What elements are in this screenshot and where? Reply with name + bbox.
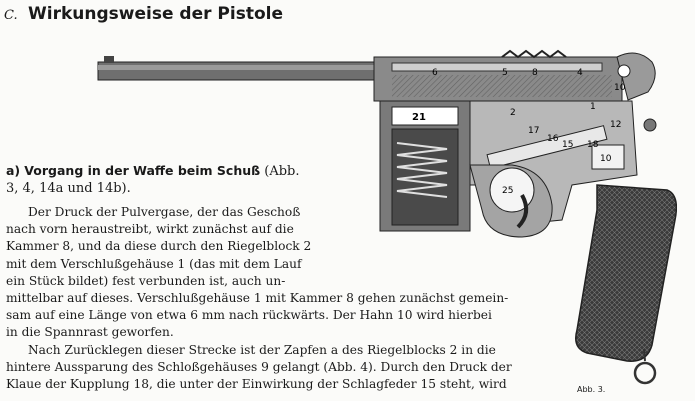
text-line: in die Spannrast geworfen. bbox=[6, 325, 174, 340]
text-line: nach vorn heraustreibt, wirkt zunächst auf die bbox=[6, 222, 294, 237]
part-label: 18 bbox=[587, 140, 599, 150]
subsection-title: Vorgang in der Waffe beim Schuß bbox=[24, 163, 261, 178]
part-label: 5 bbox=[502, 68, 508, 78]
text-line: sam auf eine Länge von etwa 6 mm nach rückwärts. Der Hahn 10 wird hierbei bbox=[6, 308, 492, 323]
subsection-heading bbox=[6, 162, 306, 197]
figure-caption: Abb. 3. bbox=[577, 385, 606, 394]
text-line: Nach Zurücklegen dieser Strecke ist der Zapfen a des Riegelblocks 2 in die bbox=[28, 343, 496, 357]
part-label: 12 bbox=[610, 120, 622, 130]
part-label: 10 bbox=[614, 83, 626, 93]
part-label: 1 bbox=[590, 102, 596, 112]
subsection-reference: (Abb. 3, 4, 14a und 14b). bbox=[6, 164, 300, 196]
subsection-marker: a) bbox=[6, 163, 21, 178]
text-line: hintere Aussparung des Schloßgehäuses 9 gelangt (Abb. 4). Durch den Druck der bbox=[6, 360, 512, 375]
section-title: Wirkungsweise der Pistole bbox=[28, 4, 283, 24]
text-line: mittelbar auf dieses. Verschlußgehäuse 1 mit Kammer 8 gehen zunächst gemein- bbox=[6, 291, 509, 305]
part-label: 8 bbox=[532, 68, 538, 78]
part-label: 2 bbox=[510, 108, 516, 118]
barrel bbox=[98, 62, 388, 80]
paragraph-2 bbox=[6, 342, 558, 394]
lanyard-ring bbox=[635, 363, 655, 383]
text-line: ein Stück bildet) fest verbunden ist, auch un- bbox=[6, 273, 286, 288]
section-heading bbox=[4, 4, 283, 24]
part-label: 16 bbox=[547, 134, 559, 144]
text-line: mit dem Verschlußgehäuse 1 (das mit dem Lauf bbox=[6, 256, 302, 271]
paragraph-1-continued bbox=[6, 290, 558, 342]
grip bbox=[576, 185, 677, 361]
section-letter: C. bbox=[4, 8, 18, 23]
part-label: 10 bbox=[600, 154, 612, 164]
paragraph-1 bbox=[6, 204, 376, 290]
text-line: Kammer 8, und da diese durch den Riegelblock 2 bbox=[6, 239, 312, 254]
front-sight bbox=[104, 56, 114, 63]
part-label: 21 bbox=[412, 112, 426, 123]
text-line: Klaue der Kupplung 18, die unter der Einwirkung der Schlagfeder 15 steht, wird bbox=[6, 377, 507, 392]
part-label: 15 bbox=[562, 140, 574, 150]
part-label: 6 bbox=[432, 68, 438, 78]
part-label: 25 bbox=[502, 186, 514, 196]
text-line: Der Druck der Pulvergase, der das Geschoß bbox=[28, 205, 301, 219]
part-label: 17 bbox=[528, 126, 540, 136]
part-label: 4 bbox=[577, 68, 583, 78]
